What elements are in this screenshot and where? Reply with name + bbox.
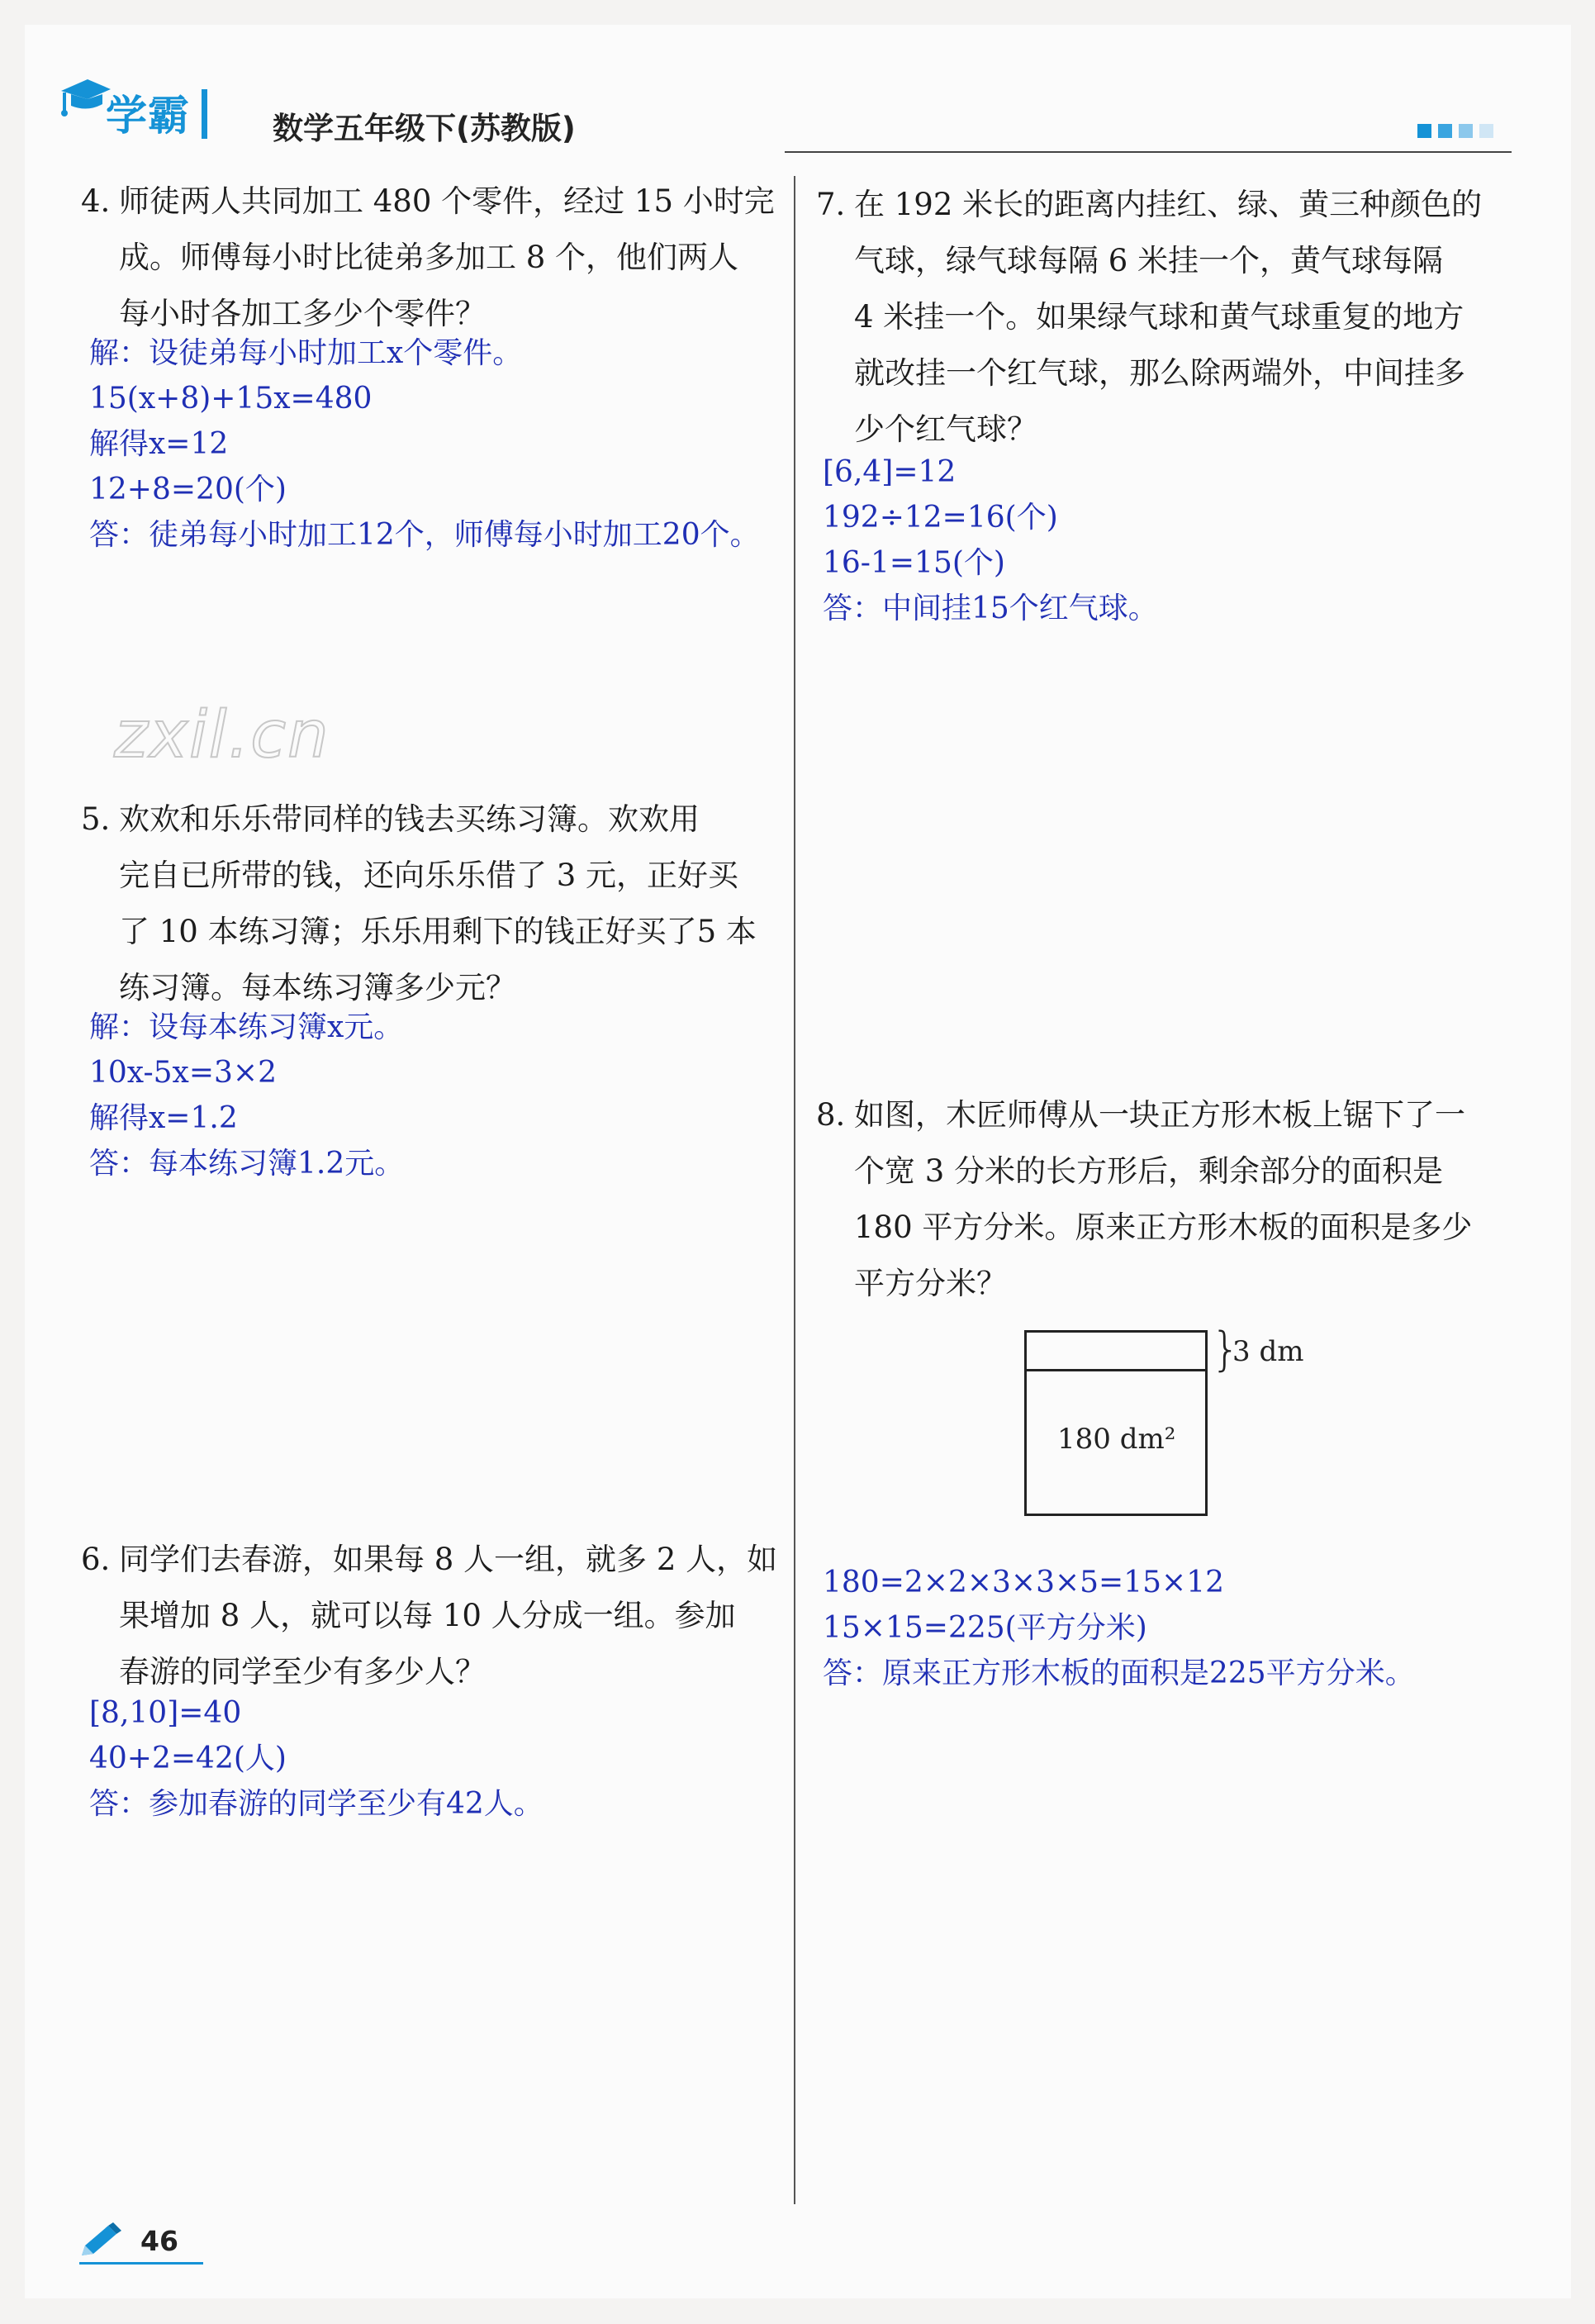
answer-line: [6,4]=12 <box>823 455 957 489</box>
question-line: 了 10 本练习簿；乐乐用剩下的钱正好买了5 本 <box>119 914 757 949</box>
answer-6 <box>89 1690 544 1827</box>
answer-line: 答：原来正方形木板的面积是225平方分米。 <box>823 1656 1415 1690</box>
answer-line: 192÷12=16(个) <box>823 501 1058 535</box>
question-line: 春游的同学至少有多少人？ <box>119 1654 486 1690</box>
answer-line: 180=2×2×3×3×5=15×12 <box>823 1566 1224 1599</box>
question-7 <box>816 177 1515 458</box>
area-label: 180 dm² <box>1057 1423 1176 1456</box>
question-number: 7. <box>816 187 846 222</box>
question-line: 个宽 3 分米的长方形后，剩余部分的面积是 <box>854 1153 1444 1189</box>
graduation-cap-icon <box>55 73 112 155</box>
answer-line: 答：每本练习簿1.2元。 <box>89 1147 405 1181</box>
brace-icon: } <box>1211 1323 1241 1376</box>
decor-square <box>1417 124 1431 138</box>
question-line: 气球，绿气球每隔 6 米挂一个，黄气球每隔 <box>854 243 1444 278</box>
question-line: 成。师傅每小时比徒弟多加工 8 个，他们两人 <box>119 240 739 275</box>
answer-line: 解得x=1.2 <box>89 1101 238 1135</box>
page-number: 46 <box>140 2225 178 2257</box>
square-board-figure <box>1024 1323 1355 1528</box>
decor-square <box>1459 124 1473 138</box>
answer-line: [8,10]=40 <box>89 1696 242 1730</box>
answer-line: 10x-5x=3×2 <box>89 1056 277 1090</box>
question-line: 欢欢和乐乐带同样的钱去买练习簿。欢欢用 <box>119 801 700 837</box>
header-decoration <box>1417 124 1500 140</box>
answer-line: 12+8=20(个) <box>89 473 287 506</box>
question-number: 5. <box>81 801 111 837</box>
question-line: 每小时各加工多少个零件？ <box>119 296 486 331</box>
answer-4 <box>89 330 760 558</box>
question-line: 完自已所带的钱，还向乐乐借了 3 元，正好买 <box>119 858 739 893</box>
question-6 <box>81 1532 780 1700</box>
answer-line: 40+2=42(人) <box>89 1742 287 1775</box>
column-divider <box>794 176 795 2204</box>
watermark: zxil.cn <box>114 698 330 772</box>
answer-line: 解：设徒弟每小时加工x个零件。 <box>89 336 523 370</box>
question-line: 同学们去春游，如果每 8 人一组，就多 2 人，如 <box>119 1542 778 1577</box>
question-line: 少个红气球？ <box>854 411 1037 447</box>
answer-line: 解：设每本练习簿x元。 <box>89 1010 404 1044</box>
question-5 <box>81 791 780 1016</box>
question-line: 就改挂一个红气球，那么除两端外，中间挂多 <box>854 355 1465 391</box>
question-line: 在 192 米长的距离内挂红、绿、黄三种颜色的 <box>854 187 1483 222</box>
question-line: 师徒两人共同加工 480 个零件，经过 15 小时完 <box>119 183 775 219</box>
question-8 <box>816 1087 1515 1312</box>
brand-logo <box>55 73 228 155</box>
width-label: 3 dm <box>1232 1335 1304 1368</box>
question-line: 平方分米？ <box>854 1266 1007 1301</box>
question-number: 8. <box>816 1097 846 1133</box>
question-line: 如图，木匠师傅从一块正方形木板上锯下了一 <box>854 1097 1465 1133</box>
question-line: 果增加 8 人，就可以每 10 人分成一组。参加 <box>119 1598 736 1633</box>
book-title: 数学五年级下(苏教版) <box>273 111 576 146</box>
pencil-icon <box>77 2222 126 2262</box>
decor-square <box>1479 124 1493 138</box>
decor-square <box>1438 124 1452 138</box>
question-line: 练习簿。每本练习簿多少元？ <box>119 970 516 1005</box>
answer-line: 答：中间挂15个红气球。 <box>823 592 1158 625</box>
answer-line: 答：参加春游的同学至少有42人。 <box>89 1787 544 1821</box>
answer-line: 答：徒弟每小时加工12个，师傅每小时加工20个。 <box>89 518 760 552</box>
answer-line: 15×15=225(平方分米) <box>823 1611 1147 1645</box>
logo-bar <box>202 89 207 139</box>
question-number: 4. <box>81 183 111 219</box>
footer-rule <box>79 2262 203 2265</box>
answer-7 <box>823 449 1158 631</box>
question-number: 6. <box>81 1542 111 1577</box>
answer-line: 解得x=12 <box>89 427 229 461</box>
header-rule <box>785 151 1512 153</box>
answer-8 <box>823 1560 1415 1696</box>
cut-strip <box>1024 1330 1208 1371</box>
question-line: 4 米挂一个。如果绿气球和黄气球重复的地方 <box>854 299 1464 335</box>
answer-5 <box>89 1005 404 1186</box>
question-line: 180 平方分米。原来正方形木板的面积是多少 <box>854 1210 1473 1245</box>
logo-text: 学霸 <box>106 92 190 140</box>
question-4 <box>81 173 780 342</box>
answer-line: 16-1=15(个) <box>823 546 1005 580</box>
answer-line: 15(x+8)+15x=480 <box>89 382 373 416</box>
